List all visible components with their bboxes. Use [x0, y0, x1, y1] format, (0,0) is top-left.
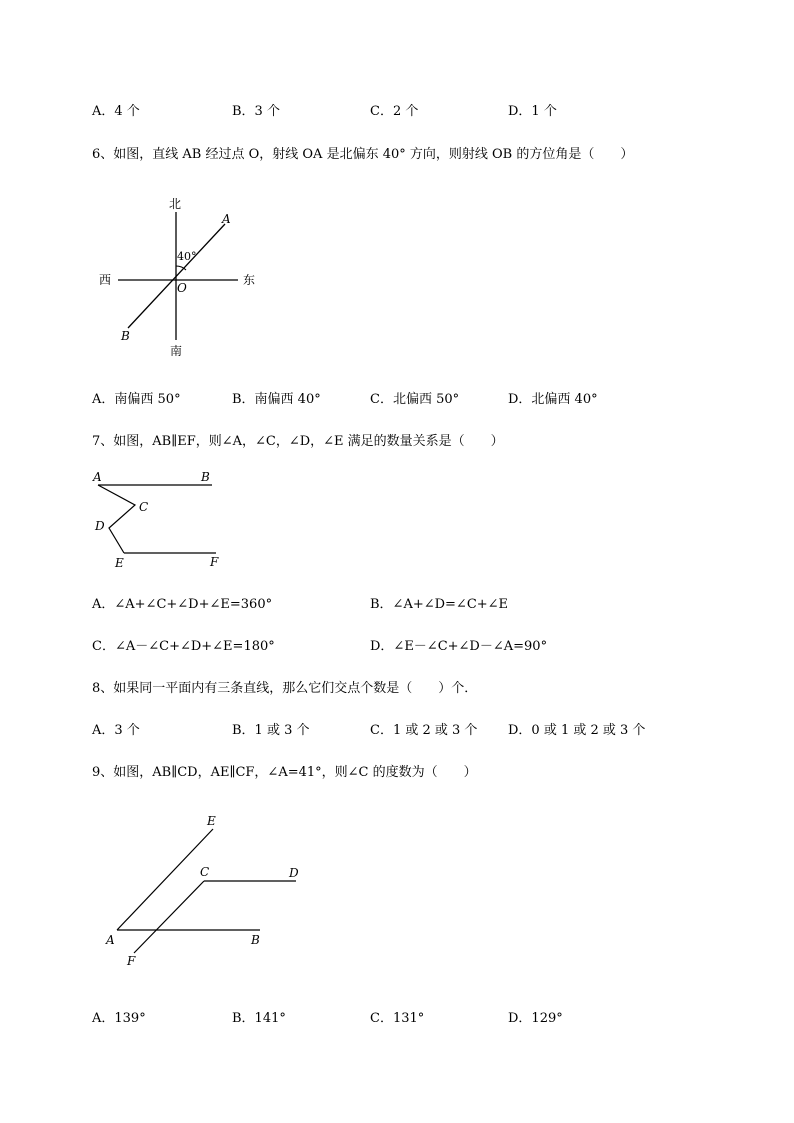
- q7-option-b: B．∠A+∠D=∠C+∠E: [370, 597, 509, 612]
- q6-label-b: B: [121, 329, 130, 343]
- q8-option-c: C．1 或 2 或 3 个: [370, 723, 478, 738]
- q8-option-a: A．3 个: [92, 723, 140, 738]
- q6-option-d: D．北偏西 40°: [508, 392, 598, 407]
- q9-label-b: B: [251, 933, 260, 947]
- q7-option-c: C．∠A－∠C+∠D+∠E=180°: [92, 639, 275, 654]
- q9-label-d: D: [289, 866, 299, 880]
- q9-line-cf: [134, 881, 204, 953]
- q6-label-angle: 40°: [177, 250, 197, 263]
- q7-option-a: A．∠A+∠C+∠D+∠E=360°: [92, 597, 273, 612]
- q9-question-text: 9、如图，AB∥CD，AE∥CF，∠A=41°，则∠C 的度数为（ ）: [92, 765, 477, 780]
- q7-option-d: D．∠E－∠C+∠D－∠A=90°: [370, 639, 548, 654]
- q6-label-east: 东: [243, 273, 256, 287]
- q6-label-west: 西: [99, 273, 112, 287]
- q9-option-b: B．141°: [232, 1011, 286, 1026]
- q9-label-c: C: [200, 865, 210, 879]
- q8-option-b: B．1 或 3 个: [232, 723, 310, 738]
- q7-label-d: D: [95, 519, 105, 533]
- q9-label-e: E: [207, 814, 216, 828]
- q5-option-b: B．3 个: [232, 104, 280, 119]
- q7-label-c: C: [139, 500, 149, 514]
- q8-option-d: D．0 或 1 或 2 或 3 个: [508, 723, 646, 738]
- q6-question-text: 6、如图，直线 AB 经过点 O，射线 OA 是北偏东 40° 方向，则射线 OB 的方位角是（ ）: [92, 147, 634, 162]
- q9-label-f: F: [127, 954, 136, 968]
- q6-label-o: O: [177, 281, 187, 295]
- q7-label-a: A: [93, 470, 102, 484]
- q9-option-d: D．129°: [508, 1011, 563, 1026]
- q7-question-text: 7、如图，AB∥EF，则∠A，∠C，∠D，∠E 满足的数量关系是（ ）: [92, 434, 504, 449]
- q9-line-ae: [117, 829, 213, 930]
- q7-label-b: B: [201, 470, 210, 484]
- q6-label-north: 北: [169, 197, 182, 211]
- q7-label-f: F: [210, 555, 219, 569]
- q9-option-a: A．139°: [92, 1011, 146, 1026]
- q9-option-c: C．131°: [370, 1011, 425, 1026]
- q6-option-c: C．北偏西 50°: [370, 392, 460, 407]
- q7-label-e: E: [115, 556, 124, 570]
- q6-option-a: A．南偏西 50°: [92, 392, 181, 407]
- q9-label-a: A: [106, 933, 115, 947]
- q6-option-b: B．南偏西 40°: [232, 392, 321, 407]
- q8-question-text: 8、如果同一平面内有三条直线，那么它们交点个数是（ ）个．: [92, 681, 478, 696]
- q5-option-c: C．2 个: [370, 104, 419, 119]
- q6-label-a: A: [222, 212, 231, 226]
- q5-option-d: D．1 个: [508, 104, 557, 119]
- q6-label-south: 南: [170, 344, 183, 358]
- q5-option-a: A．4 个: [92, 104, 140, 119]
